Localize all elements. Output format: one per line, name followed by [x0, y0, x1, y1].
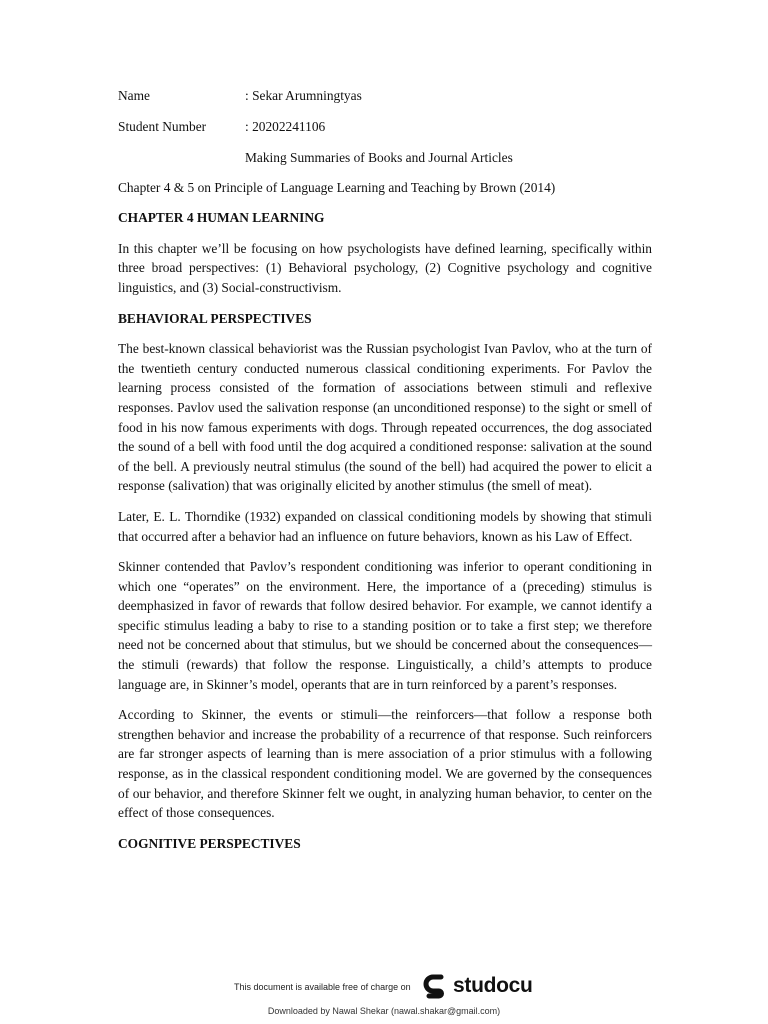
studocu-brand: studocu: [453, 974, 533, 997]
pavlov-paragraph: The best-known classical behaviorist was the Russian psychologist Ivan Pavlov, who at the turn of the twentieth century conducted numerous classical conditioning experiments. For Pavlov the learning process consisted of the formation of associations between stimuli and reflexive responses. Pavlov used the salivation response (an unconditioned response) to the sight or smell of food in his now famous experiments with dogs. Through repeated occurrences, the dog associated the sound of a bell with food until the dog acquired a conditioned response: salivation at the sound of the bell. A previously neutral stimulus (the sound of the bell) had acquired the power to elicit a response (salivation) that was originally elicited by another stimulus (the smell of meat).: [118, 341, 652, 494]
skinner-paragraph: Skinner contended that Pavlov’s respondent conditioning was inferior to operant conditioning in which one “operates” on the environment. Here, the importance of a (preceding) stimulus is deemphasized in favor of rewards that follow desired behavior. For example, we cannot identify a specific stimulus leading a baby to rise to a standing position or to take a first step; we therefore need not be concerned about that stimulus, but we should be concerned about the consequences—the stimuli (rewards) that follow the response. Linguistically, a child’s attempts to produce language are, in Skinner’s model, operants that are in turn reinforced by a parent’s responses.: [118, 559, 652, 692]
student-number-label: Student Number: [118, 119, 207, 134]
name-row: [118, 86, 652, 106]
intro-paragraph: In this chapter we’ll be focusing on how psychologists have defined learning, specifically within three broad perspectives: (1) Behavioral psychology, (2) Cognitive psychology and cognitive linguistics, and (3) Social-constructivism.: [118, 240, 652, 295]
thorndike-paragraph: Later, E. L. Thorndike (1932) expanded on classical conditioning models by showing that stimuli that occurred after a behavior had an influence on future behaviors, known as his Law of Effect.: [118, 508, 652, 544]
studocu-logo[interactable]: [421, 971, 533, 1001]
document-page: [118, 86, 652, 864]
downloaded-by-text: Downloaded by Nawal Shekar (nawal.shakar@gmail.com): [267, 1006, 501, 1016]
document-subtitle: Making Summaries of Books and Journal Articles: [245, 150, 513, 165]
name-value: : Sekar Arumningtyas: [245, 88, 362, 103]
cognitive-heading: COGNITIVE PERSPECTIVES: [118, 835, 301, 851]
reinforcers-paragraph: According to Skinner, the events or stimuli—the reinforcers—that follow a response both strengthen behavior and increase the probability of a recurrence of that response. Such reinforcers are far stronger aspects of learning than is mere association of a prior stimulus with a following response, as in the classical respondent conditioning model. We are governed by the consequences of our behavior, and therefore Skinner felt we ought, in analyzing human behavior, to center on the effect of those consequences.: [118, 707, 652, 821]
name-label: Name: [118, 88, 150, 103]
chapter-heading: CHAPTER 4 HUMAN LEARNING: [118, 210, 325, 226]
chapter-reference: Chapter 4 & 5 on Principle of Language Learning and Teaching by Brown (2014): [118, 179, 556, 195]
availability-text: This document is available free of charge on: [234, 982, 411, 992]
student-number-row: [118, 117, 652, 137]
studocu-logo-icon: [421, 971, 451, 1001]
studocu-footer: [0, 968, 768, 1024]
behavioral-heading: BEHAVIORAL PERSPECTIVES: [118, 310, 312, 326]
student-number-value: : 20202241106: [245, 119, 326, 134]
